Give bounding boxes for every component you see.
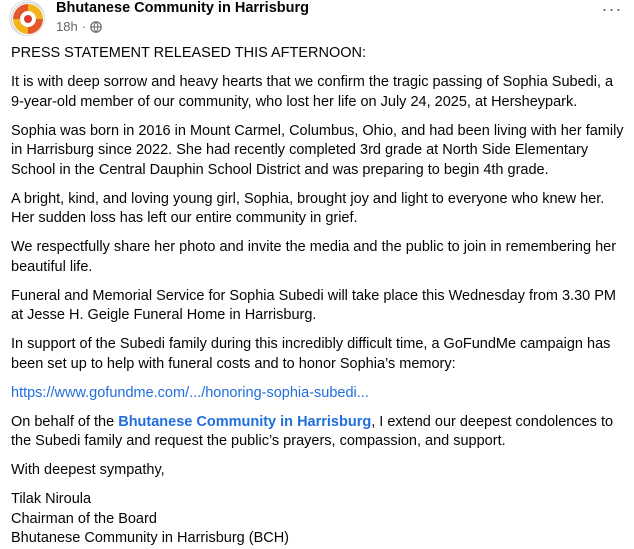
- community-mention-link[interactable]: Bhutanese Community in Harrisburg: [118, 413, 372, 430]
- gofundme-link[interactable]: https://www.gofundme.com/.../honoring-sophia-subedi...: [11, 384, 369, 401]
- meta-separator: ·: [81, 19, 87, 34]
- page-avatar[interactable]: [9, 0, 45, 36]
- page-logo-icon: [10, 1, 45, 36]
- post-timestamp[interactable]: 18h: [56, 19, 78, 34]
- post-header: [0, 0, 634, 38]
- gofundme-link-line: [11, 384, 627, 404]
- signature-organization: Bhutanese Community in Harrisburg (BCH): [11, 530, 290, 546]
- post-body: [11, 44, 627, 549]
- signature-title: Chairman of the Board: [11, 510, 157, 527]
- paragraph-photo: We respectfully share her photo and invite the media and the public to join in remembering her beautiful life.: [11, 239, 617, 275]
- condolences-post: , I extend our deepest condolences to the Subedi family and request the public’s prayers, compassion, and support.: [11, 413, 614, 449]
- paragraph-passing: It is with deep sorrow and heavy hearts that we confirm the tragic passing of Sophia Subedi, a 9-year-old member of our community, who lost her life on July 24, 2025, at Hersheypark.: [11, 74, 614, 110]
- paragraph-tribute: A bright, kind, and loving young girl, Sophia, brought joy and light to everyone who knew her. Her sudden loss has left our entire community in grief.: [11, 190, 605, 226]
- closing-line: With deepest sympathy,: [11, 462, 165, 478]
- post-meta: [56, 19, 102, 34]
- more-options-icon[interactable]: ···: [601, 0, 623, 19]
- signature-name: Tilak Niroula: [11, 491, 92, 507]
- paragraph-condolences: [11, 413, 627, 452]
- paragraph-biography: Sophia was born in 2016 in Mount Carmel, Columbus, Ohio, and had been living with her family in Harrisburg since 2022. She had recently completed 3rd grade at North Side Elementary School in the Central Dauphin School District and was preparing to begin 4th grade.: [11, 122, 624, 178]
- statement-heading: PRESS STATEMENT RELEASED THIS AFTERNOON:: [11, 45, 367, 61]
- paragraph-gofundme: In support of the Subedi family during this incredibly difficult time, a GoFundMe campaign has been set up to help with funeral costs and to honor Sophia’s memory:: [11, 336, 611, 372]
- condolences-pre: On behalf of the: [11, 413, 119, 430]
- paragraph-funeral: Funeral and Memorial Service for Sophia Subedi will take place this Wednesday from 3.30 PM at Jesse H. Geigle Funeral Home in Harrisburg.: [11, 287, 616, 323]
- globe-icon: [90, 21, 102, 33]
- page-name-link[interactable]: Bhutanese Community in Harrisburg: [56, 0, 309, 16]
